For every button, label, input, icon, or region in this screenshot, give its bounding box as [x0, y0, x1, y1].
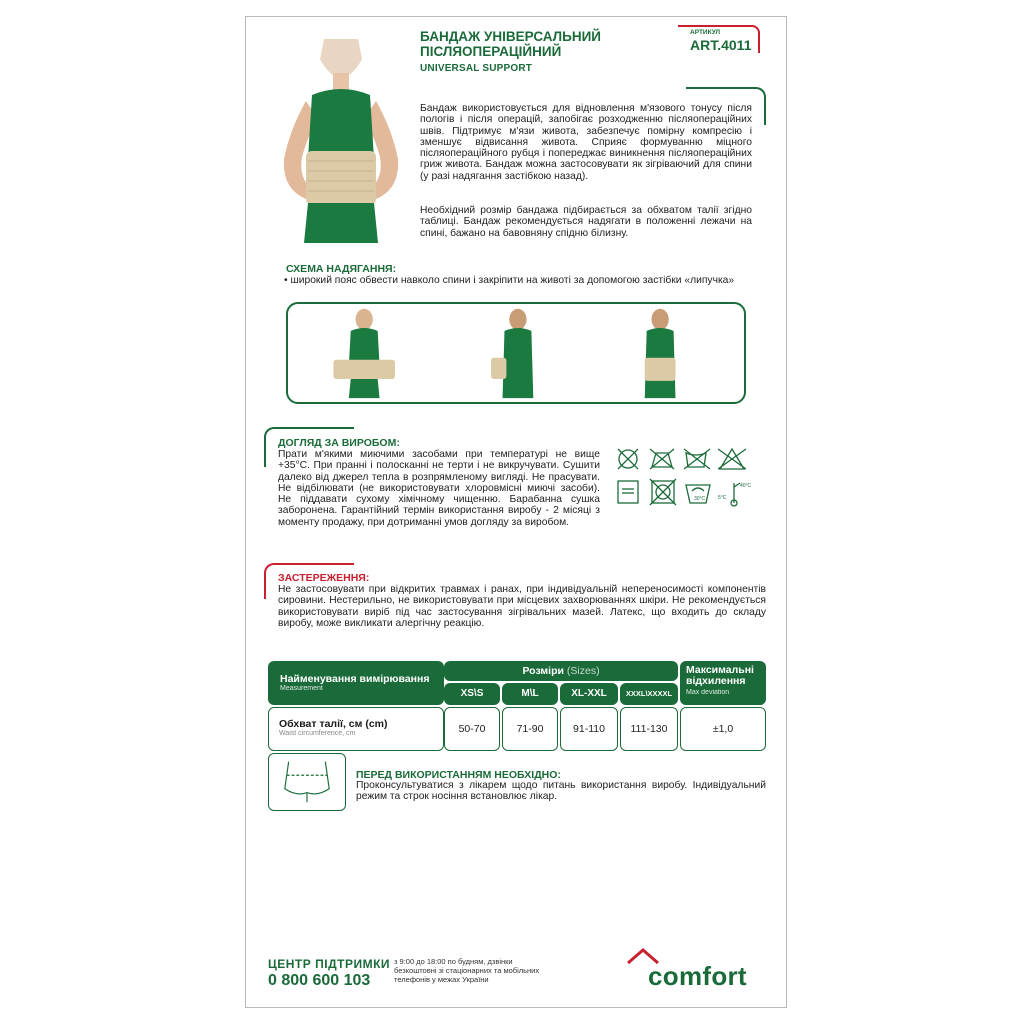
- product-subtitle: UNIVERSAL SUPPORT: [420, 63, 533, 74]
- intro-paragraph-2: Необхідний розмір бандажа підбирається за обхватом талії згідно таблиці. Бандаж рекомендується надягати в положенні лежачи на спині, бажано на бавовняну спідню білизну.: [420, 205, 752, 239]
- table-cell-xl-xxl: 91-110: [560, 707, 618, 751]
- no-iron-icon: [650, 449, 674, 469]
- care-text: Прати м'якими миючими засобами при температурі не вище +35°С. При пранні і полосканні не терти і не викручувати. Сушити далеко від джерел тепла в розпрямленому вигляді. Не прасувати. Не відбілювати (не використовувати хлоровмісні миючі засоби). Не піддавати сухому хімічному чищенню. Барабанна сушка заборонена. Гарантійний термін використання виробу - 2 місяці з моменту продажу, при дотриманні умов догляду за виробом.: [278, 449, 600, 528]
- scheme-title: СХЕМА НАДЯГАННЯ:: [286, 263, 397, 275]
- sizes-header-label: Розміри: [522, 665, 564, 677]
- warnings-text: Не застосовувати при відкритих травмах і ранах, при індивідуальній непереносимості компонентів сировини. Нестерильно, не використовувати при місцевих захворюваннях шкіри. Не рекомендується використовувати виріб під час застосування зігрівальних мазей. Латекс, що входить до складу виробу, може викликати алергічну реакцію.: [278, 584, 766, 629]
- intro-paragraph-1: Бандаж використовується для відновлення м'язового тонусу після пологів і після операцій, запобігає розходженню післяопераційних швів. Підтримує м'язи живота, забезпечує помірну компресію і зменшує відвисання живота. Сприяє формуванню міцного післяопераційного рубця і попереджає виникнення післяопераційних гриж живота. Бандаж можна застосовувати як зігріваючий для спини (у разі надягання застібкою назад).: [420, 103, 752, 182]
- flat-dry-icon: [618, 481, 638, 503]
- scheme-text: • широкий пояс обвести навколо спини і закріпити на животі за допомогою застібки «липучка»: [284, 275, 735, 286]
- article-number: ART.4011: [690, 37, 752, 53]
- product-title: БАНДАЖ УНІВЕРСАЛЬНИЙ ПІСЛЯОПЕРАЦІЙНИЙ: [420, 29, 601, 59]
- table-header-measure: [268, 661, 444, 705]
- table-cell-xxxl-xxxxl: 111-130: [620, 707, 678, 751]
- no-tumble-dry-icon: [650, 479, 676, 505]
- temp-high-label: 40°C: [740, 483, 752, 489]
- table-row-label: [268, 707, 444, 751]
- putting-on-scheme-photos: [286, 302, 746, 404]
- support-phone[interactable]: 0 800 600 103: [268, 972, 371, 989]
- measure-header-en: Measurement: [280, 685, 323, 692]
- size-header-xxxl-xxxxl: XXXL\XXXXL: [620, 683, 678, 705]
- brand-logo: comfort: [648, 961, 747, 991]
- hand-wash-temp-label: 30°C: [694, 496, 706, 502]
- table-cell-deviation: ±1,0: [680, 707, 766, 751]
- measure-header-label: Найменування вимірювання: [280, 673, 430, 685]
- size-header-xs-s: XS\S: [444, 683, 500, 705]
- waist-measure-icon: [268, 753, 346, 811]
- support-center-title: ЦЕНТР ПІДТРИМКИ: [268, 957, 391, 971]
- before-use-text: Проконсультуватися з лікарем щодо питань використання виробу. Індивідуальний режим та строк носіння встановлює лікар.: [356, 780, 766, 803]
- row-label-text: Обхват талії, см (cm): [279, 718, 388, 730]
- no-chlorine-icon: [718, 449, 746, 469]
- table-cell-xs-s: 50-70: [444, 707, 500, 751]
- temperature-range-icon: [731, 483, 740, 506]
- care-symbols: [614, 445, 774, 515]
- sizes-header-en: (Sizes): [566, 665, 600, 677]
- row-label-en: Waist circumference, cm: [279, 730, 356, 737]
- warnings-title: ЗАСТЕРЕЖЕННЯ:: [278, 572, 370, 584]
- model-back-photo: [266, 39, 416, 243]
- size-header-xl-xxl: XL-XXL: [560, 683, 618, 705]
- max-header-label: Максимальні відхилення: [686, 664, 754, 687]
- no-bleach-icon: [618, 449, 638, 469]
- care-title: ДОГЛЯД ЗА ВИРОБОМ:: [278, 437, 400, 449]
- before-use-title: ПЕРЕД ВИКОРИСТАННЯМ НЕОБХІДНО:: [356, 769, 561, 781]
- max-header-en: Max deviation: [686, 689, 730, 696]
- temp-low-label: 5°C: [718, 495, 727, 501]
- article-label: АРТИКУЛ: [690, 29, 721, 36]
- no-dry-clean-icon: [684, 449, 710, 469]
- size-header-m-l: M\L: [502, 683, 558, 705]
- support-note: з 9:00 до 18:00 по будням, дзвінки безкоштовні зі стаціонарних та мобільних телефонів у межах України: [394, 957, 540, 984]
- table-header-max-deviation: [680, 661, 766, 705]
- table-header-sizes: [444, 661, 678, 681]
- table-cell-m-l: 71-90: [502, 707, 558, 751]
- package-sheet: [245, 16, 787, 1008]
